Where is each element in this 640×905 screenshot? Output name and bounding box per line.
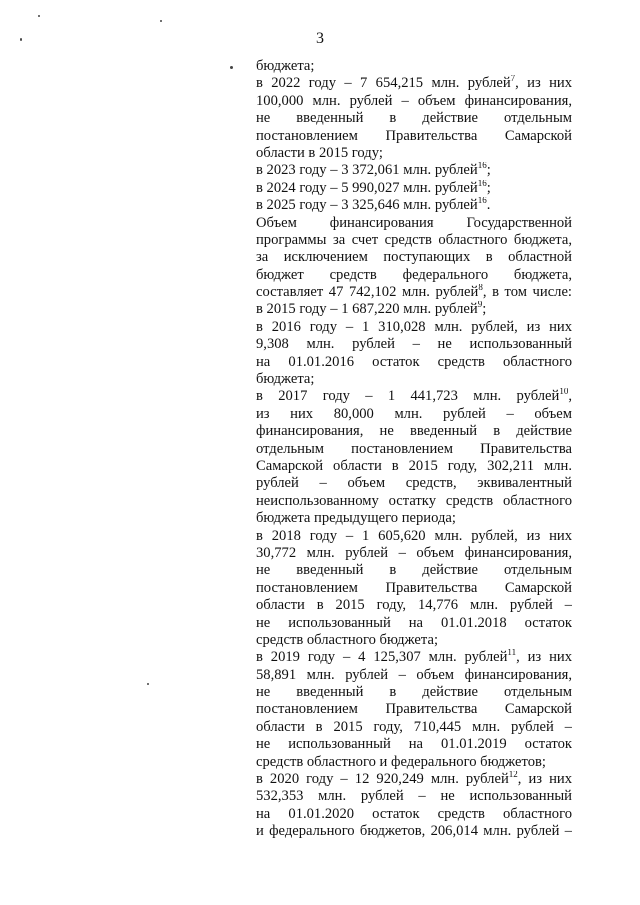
- footnote-reference: 11: [507, 649, 517, 658]
- line-text: 58,891 млн. рублей – объем финансирования,: [256, 666, 572, 683]
- text-line: [256, 736, 572, 753]
- line-text-continuation: .: [486, 197, 491, 214]
- line-text: программы за счет средств областного бюджета,: [256, 231, 572, 248]
- scan-speck: [160, 20, 162, 22]
- line-text: финансирования, не введенный в действие: [256, 423, 572, 440]
- text-line: [256, 580, 572, 597]
- line-text: не введенный в действие отдельным: [256, 110, 572, 127]
- line-text: и федерального бюджетов, 206,014 млн. рублей –: [256, 823, 572, 840]
- line-text: не использованный на 01.01.2018 остаток: [256, 614, 572, 631]
- text-line: [256, 267, 572, 284]
- text-line: [256, 371, 572, 388]
- footnote-reference: 16: [477, 179, 487, 188]
- line-text-continuation: ;: [486, 179, 491, 196]
- footnote-reference: 12: [508, 771, 518, 780]
- text-line: [256, 823, 572, 840]
- line-text: в 2020 году – 12 920,249 млн. рублей: [256, 771, 509, 788]
- footnote-reference: 7: [510, 75, 516, 84]
- line-text-continuation: , в том числе:: [482, 284, 572, 301]
- line-text: в 2022 году – 7 654,215 млн. рублей: [256, 75, 511, 92]
- line-text: не введенный в действие отдельным: [256, 562, 572, 579]
- line-text: 30,772 млн. рублей – объем финансирования,: [256, 544, 572, 561]
- footnote-reference: 10: [559, 388, 569, 397]
- line-text: на 01.01.2016 остаток средств областного: [256, 353, 572, 370]
- line-text: не введенный в действие отдельным: [256, 684, 572, 701]
- text-line: [256, 336, 572, 353]
- scan-speck: [20, 38, 22, 41]
- line-text: постановлением Правительства Самарской: [256, 579, 572, 596]
- text-line: [256, 754, 572, 771]
- line-text: из них 80,000 млн. рублей – объем: [256, 405, 572, 422]
- line-text: в 2023 году – 3 372,061 млн. рублей: [256, 162, 478, 179]
- scan-speck: [230, 66, 233, 69]
- text-line: [256, 128, 572, 145]
- line-text: области в 2015 году, 14,776 млн. рублей –: [256, 597, 572, 614]
- text-line: [256, 475, 572, 492]
- line-text: в 2025 году – 3 325,646 млн. рублей: [256, 197, 478, 214]
- line-text: в 2016 году – 1 310,028 млн. рублей, из них: [256, 318, 572, 335]
- text-line: [256, 771, 572, 788]
- line-text-continuation: ;: [482, 301, 487, 318]
- line-text: бюджета предыдущего периода;: [256, 510, 456, 527]
- text-line: [256, 615, 572, 632]
- line-text: неиспользованному остатку средств областного: [256, 492, 572, 509]
- line-text: средств областного бюджета;: [256, 631, 438, 648]
- text-line: [256, 145, 572, 162]
- line-text: 100,000 млн. рублей – объем финансирования,: [256, 92, 572, 109]
- line-text: 9,308 млн. рублей – не использованный: [256, 336, 572, 353]
- line-text: в 2017 году – 1 441,723 млн. рублей: [256, 388, 560, 405]
- text-line: [256, 632, 572, 649]
- line-text: составляет 47 742,102 млн. рублей: [256, 284, 479, 301]
- text-line: [256, 441, 572, 458]
- text-line: [256, 562, 572, 579]
- text-line: [256, 684, 572, 701]
- text-line: [256, 510, 572, 527]
- text-line: [256, 806, 572, 823]
- text-line: [256, 545, 572, 562]
- text-line: [256, 215, 572, 232]
- footnote-reference: 9: [477, 301, 483, 310]
- text-line: [256, 249, 572, 266]
- text-line: [256, 319, 572, 336]
- line-text: за исключением поступающих в областной: [256, 249, 572, 266]
- line-text: в 2015 году – 1 687,220 млн. рублей: [256, 301, 478, 318]
- line-text: рублей – объем средств, эквивалентный: [256, 475, 572, 492]
- line-text: Объем финансирования Государственной: [256, 214, 572, 231]
- line-text-continuation: ;: [486, 162, 491, 179]
- line-text: постановлением Правительства Самарской: [256, 127, 572, 144]
- text-line: [256, 406, 572, 423]
- line-text: области в 2015 году, 710,445 млн. рублей –: [256, 718, 572, 735]
- text-line: [256, 788, 572, 805]
- page-number: 3: [316, 30, 324, 47]
- text-line: [256, 232, 572, 249]
- text-line: [256, 284, 572, 301]
- text-line: [256, 354, 572, 371]
- document-body: [256, 58, 572, 841]
- text-line: [256, 75, 572, 92]
- text-line: [256, 180, 572, 197]
- text-line: [256, 197, 572, 214]
- line-text: бюджета;: [256, 371, 315, 388]
- line-text: отдельным постановлением Правительства: [256, 440, 572, 457]
- text-line: [256, 667, 572, 684]
- footnote-reference: 16: [477, 162, 487, 171]
- line-text: в 2024 году – 5 990,027 млн. рублей: [256, 179, 478, 196]
- text-line: [256, 493, 572, 510]
- line-text: 532,353 млн. рублей – не использованный: [256, 788, 572, 805]
- scan-speck: [38, 15, 40, 17]
- footnote-reference: 16: [477, 197, 487, 206]
- line-text-continuation: , из них: [517, 771, 572, 788]
- line-text: бюджет средств федерального бюджета,: [256, 266, 572, 283]
- text-line: [256, 301, 572, 318]
- text-line: [256, 458, 572, 475]
- text-line: [256, 388, 572, 405]
- line-text: на 01.01.2020 остаток средств областного: [256, 805, 572, 822]
- line-text: не использованный на 01.01.2019 остаток: [256, 736, 572, 753]
- line-text: в 2019 году – 4 125,307 млн. рублей: [256, 649, 508, 666]
- line-text: бюджета;: [256, 58, 315, 74]
- line-text: Самарской области в 2015 году, 302,211 млн.: [256, 457, 572, 474]
- text-line: [256, 423, 572, 440]
- text-line: [256, 701, 572, 718]
- line-text: области в 2015 году;: [256, 144, 383, 161]
- line-text: средств областного и федерального бюджетов;: [256, 753, 546, 770]
- text-line: [256, 649, 572, 666]
- text-line: [256, 58, 572, 75]
- text-line: [256, 110, 572, 127]
- text-line: [256, 719, 572, 736]
- text-line: [256, 162, 572, 179]
- scan-speck: [147, 683, 149, 685]
- line-text-continuation: , из них: [515, 75, 572, 92]
- text-line: [256, 93, 572, 110]
- line-text: в 2018 году – 1 605,620 млн. рублей, из них: [256, 527, 572, 544]
- text-line: [256, 528, 572, 545]
- footnote-reference: 8: [478, 284, 483, 293]
- text-line: [256, 597, 572, 614]
- line-text-continuation: ,: [568, 388, 572, 405]
- line-text-continuation: , из них: [516, 649, 572, 666]
- line-text: постановлением Правительства Самарской: [256, 701, 572, 718]
